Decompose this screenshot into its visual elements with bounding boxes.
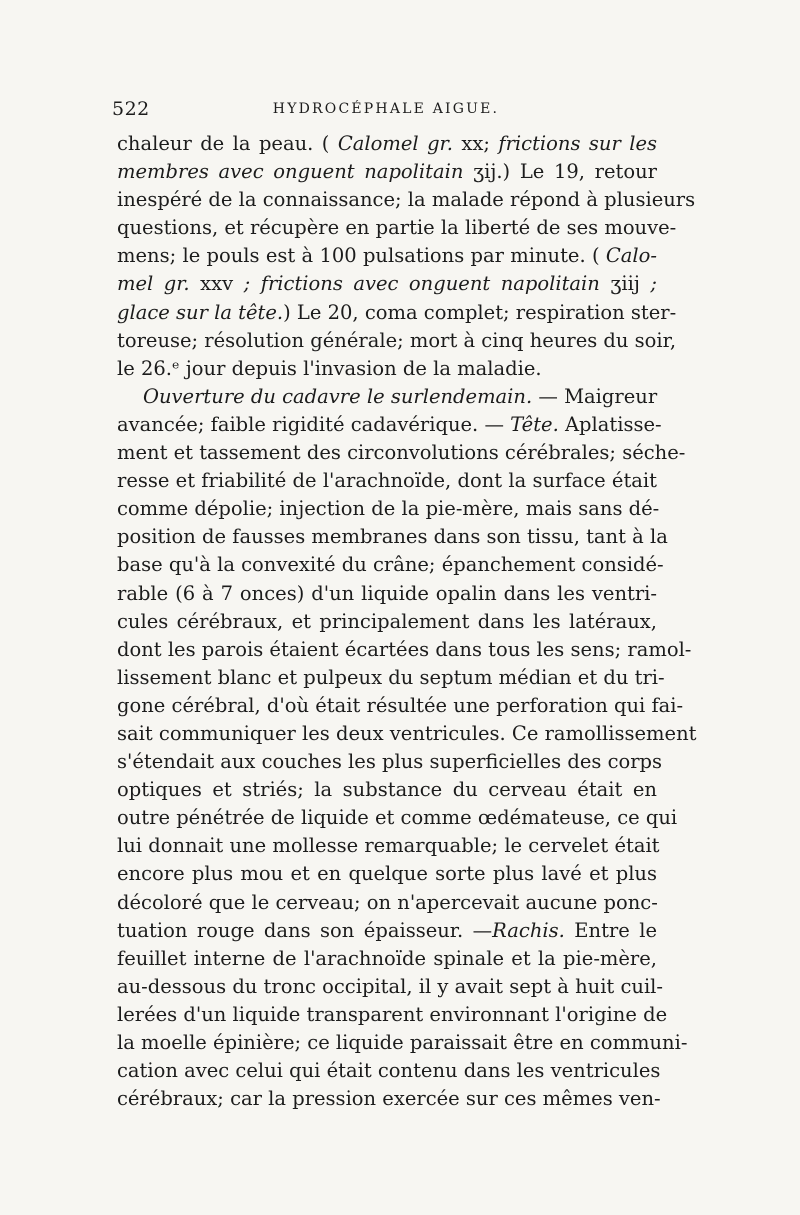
italic-segment: membres avec onguent napolitain [117,160,464,184]
text-segment: Entre le [564,918,657,942]
text-line [117,523,668,551]
text-line [117,158,657,186]
text-line [117,242,657,270]
text-line [117,973,664,1001]
text-segment: xxv [189,272,244,296]
text-line [117,917,657,945]
text-segment: base qu'à la convexité du crâne; épanchement considé- [117,553,664,577]
text-segment: — Maigreur [532,384,658,408]
text-line [117,299,677,327]
italic-segment: mel gr. [117,272,190,296]
text-segment: mens; le pouls est à 100 pulsations par minute. ( [117,244,606,268]
text-segment: inespéré de la connaissance; la malade répond à plusieurs [117,188,696,212]
italic-segment: Ouverture du cadavre le surlendemain. [143,384,533,408]
text-segment: encore plus mou et en quelque sorte plus lavé et plus [117,862,657,886]
text-line [117,580,657,608]
text-segment: chaleur de la peau. ( [117,132,338,155]
italic-segment: frictions sur les [498,132,657,155]
text-segment: s'étendait aux couches les plus superficielles des corps [117,750,663,774]
text-line [117,664,665,692]
text-segment: ) Le 20, coma complet; respiration ster- [283,300,677,324]
text-segment: ʒij.) Le 19, retour [463,160,657,184]
text-line [117,130,657,158]
text-segment: toreuse; résolution générale; mort à cinq heures du soir, [117,328,677,352]
text-segment: avancée; faible rigidité cadavérique. — [117,412,511,436]
text-segment: au-dessous du tronc occipital, il y avait sept à huit cuil- [117,974,664,998]
text-line [117,1085,661,1113]
text-line [117,692,684,720]
text-line [117,383,657,411]
text-segment: lissement blanc et pulpeux du septum médian et du tri- [117,665,665,689]
text-line [117,411,662,439]
italic-segment: Calo- [605,244,657,268]
text-line [117,270,657,298]
text-segment: lui donnait une mollesse remarquable; le cervelet était [117,834,660,858]
text-segment: optiques et striés; la substance du cerveau était en [117,778,657,802]
text-line [117,495,660,523]
text-line [117,551,664,579]
text-line [117,636,692,664]
text-segment: lerées d'un liquide transparent environnant l'origine de [117,1002,668,1026]
text-segment: gone cérébral, d'où était résultée une perforation qui fai- [117,693,684,717]
text-segment: position de fausses membranes dans son tissu, tant à la [117,525,668,549]
italic-segment: Rachis. [492,918,565,942]
text-segment: ʒiij [599,272,651,296]
italic-segment: glace sur la tête. [117,300,284,324]
running-head [112,98,660,124]
text-segment: feuillet interne de l'arachnoïde spinale et la pie-mère, [117,946,657,970]
text-segment: cérébraux; car la pression exercée sur ces mêmes ven- [117,1087,661,1111]
text-segment: cation avec celui qui était contenu dans les ventricules [117,1059,661,1083]
running-title: HYDROCÉPHALE AIGUE. [272,101,500,117]
text-line [117,1001,668,1029]
text-segment: outre pénétrée de liquide et comme œdémateuse, ce qui [117,806,678,830]
text-line [117,945,657,973]
text-line [117,720,697,748]
text-line [117,608,657,636]
text-line [117,186,696,214]
text-line [117,804,678,832]
text-line [117,355,657,383]
text-line [117,889,657,917]
text-segment: comme dépolie; injection de la pie-mère, mais sans dé- [117,497,660,521]
text-line [117,439,686,467]
text-line [117,1057,661,1085]
body-text [117,130,697,1113]
text-line [117,832,660,860]
text-line [117,1029,688,1057]
italic-segment: ; frictions avec onguent napolitain [243,272,600,296]
text-segment: xx; [452,132,499,155]
text-segment: rable (6 à 7 onces) d'un liquide opalin dans les ventri- [117,581,657,605]
text-segment: questions, et récupère en partie la liberté de ses mouve- [117,216,677,240]
italic-segment: Tête. [510,412,559,436]
text-line [117,860,657,888]
text-line [117,214,677,242]
italic-segment: ; [650,272,657,296]
text-segment: décoloré que le cerveau; on n'apercevait aucune ponc- [117,890,658,914]
text-segment: ment et tassement des circonvolutions cérébrales; séche- [117,441,686,465]
text-segment: tuation rouge dans son épaisseur. — [117,918,493,942]
text-line [117,776,657,804]
text-segment: sait communiquer les deux ventricules. Ce ramollissement [117,721,697,745]
text-line [117,467,657,495]
text-segment: la moelle épinière; ce liquide paraissait être en communi- [117,1031,688,1054]
text-segment: Aplatisse- [558,412,662,436]
text-segment: le 26.ᵉ jour depuis l'invasion de la maladie. [117,356,542,380]
text-segment: cules cérébraux, et principalement dans les latéraux, [117,609,657,633]
text-line [117,327,677,355]
text-line [117,748,663,776]
italic-segment: Calomel gr. [337,132,453,155]
page-number: 522 [112,98,150,120]
text-segment: resse et friabilité de l'arachnoïde, dont la surface était [117,469,657,493]
text-segment: dont les parois étaient écartées dans tous les sens; ramol- [117,637,692,661]
